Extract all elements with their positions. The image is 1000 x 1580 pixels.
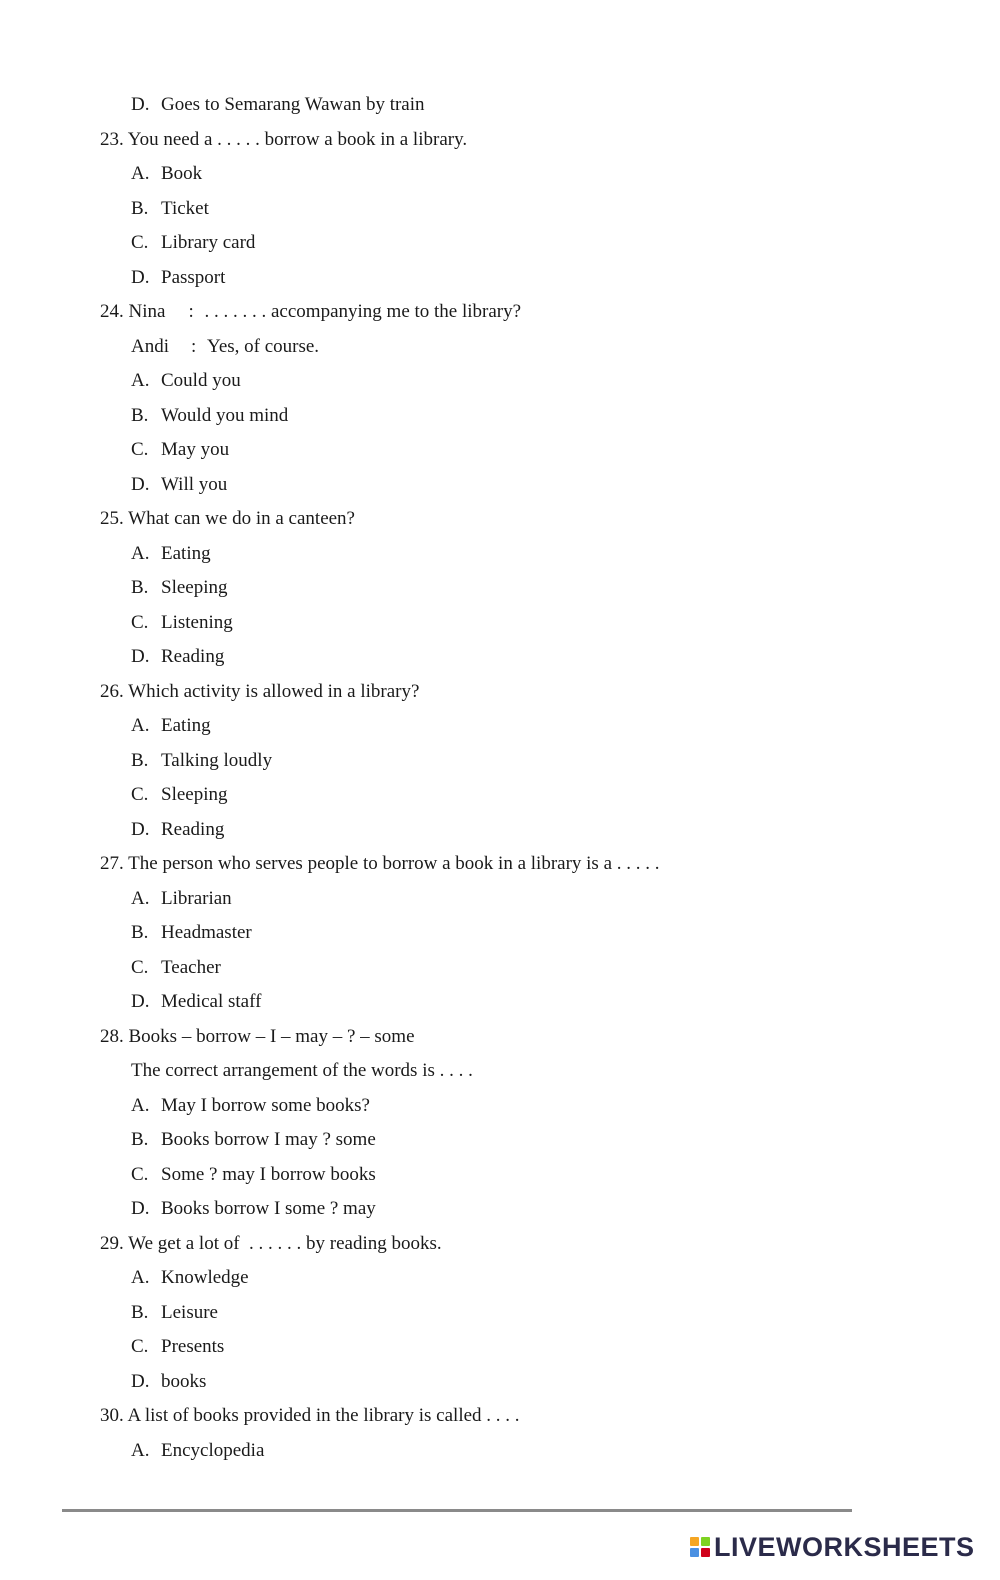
option-letter: D.: [131, 818, 150, 840]
answer-option: [131, 1164, 376, 1186]
answer-option: [131, 1302, 218, 1324]
question-line: [100, 853, 660, 875]
answer-option: [131, 612, 233, 634]
option-text: Would you mind: [161, 404, 289, 426]
option-letter: B.: [131, 197, 149, 219]
answer-option: [131, 715, 211, 737]
option-text: Eating: [161, 715, 211, 736]
option-letter: C.: [131, 956, 149, 978]
question-number: 29.: [100, 1232, 124, 1254]
answer-option: [131, 1129, 376, 1151]
answer-option: [131, 1095, 370, 1117]
logo-square: [701, 1548, 710, 1557]
option-letter: D.: [131, 1198, 150, 1219]
answer-option: [131, 1267, 249, 1289]
option-letter: C.: [131, 1336, 149, 1357]
question-line: [100, 508, 355, 530]
answer-option: [131, 405, 288, 427]
question-text: A list of books provided in the library is called . . . .: [127, 1405, 520, 1426]
dialog-colon: :: [188, 301, 194, 322]
option-text: Book: [161, 163, 203, 184]
liveworksheets-logo: [690, 1531, 975, 1563]
option-text: Books borrow I some ? may: [161, 1198, 376, 1219]
dialog-speaker: Andi: [131, 335, 169, 357]
answer-option: [131, 991, 261, 1013]
option-text: Medical staff: [161, 991, 262, 1012]
option-letter: A.: [131, 715, 150, 736]
option-letter: B.: [131, 749, 149, 771]
answer-option: [131, 1440, 264, 1462]
option-letter: B.: [131, 404, 149, 426]
dialog-text: Yes, of course.: [207, 335, 320, 357]
option-letter: C.: [131, 784, 149, 805]
option-text: Presents: [161, 1336, 225, 1357]
answer-option: [131, 439, 229, 461]
option-text: Reading: [161, 646, 225, 667]
answer-option: [131, 750, 272, 772]
option-letter: A.: [131, 887, 150, 909]
option-text: Sleeping: [161, 784, 228, 805]
answer-option: [131, 784, 228, 806]
answer-option: [131, 1336, 224, 1358]
option-letter: A.: [131, 370, 150, 391]
option-text: Talking loudly: [161, 749, 273, 771]
option-text: Reading: [161, 818, 225, 840]
option-text: Library card: [161, 232, 256, 253]
question-text: What can we do in a canteen?: [128, 508, 355, 529]
dialog-colon: :: [191, 335, 197, 357]
answer-option: [131, 957, 221, 979]
answer-option: [131, 94, 425, 116]
logo-square: [690, 1548, 699, 1557]
option-letter: A.: [131, 1267, 150, 1288]
answer-option: [131, 646, 224, 668]
question-text: The correct arrangement of the words is . . . .: [131, 1060, 473, 1081]
option-text: Could you: [161, 370, 241, 391]
answer-option: [131, 474, 227, 496]
option-letter: B.: [131, 1301, 149, 1323]
question-continuation: [131, 1060, 473, 1082]
option-letter: D.: [131, 94, 150, 115]
answer-option: [131, 163, 202, 185]
option-letter: D.: [131, 473, 150, 495]
question-line: [100, 1026, 415, 1048]
option-text: Headmaster: [161, 922, 252, 943]
answer-option: [131, 888, 232, 910]
logo-text: LIVEWORKSHEETS: [714, 1531, 975, 1562]
option-text: Will you: [161, 473, 228, 495]
option-letter: A.: [131, 163, 150, 184]
option-letter: A.: [131, 542, 150, 564]
answer-option: [131, 232, 255, 254]
option-letter: C.: [131, 232, 149, 253]
option-letter: D.: [131, 266, 150, 288]
question-number: 28.: [100, 1025, 124, 1047]
option-text: Ticket: [161, 197, 209, 219]
answer-option: [131, 267, 225, 289]
question-text: We get a lot of . . . . . . by reading books.: [128, 1232, 442, 1254]
option-letter: C.: [131, 439, 149, 460]
question-text: You need a . . . . . borrow a book in a library.: [127, 128, 468, 150]
option-letter: D.: [131, 1370, 150, 1392]
option-letter: D.: [131, 646, 150, 667]
question-number: 27.: [100, 853, 124, 874]
question-number: 25.: [100, 508, 124, 529]
option-letter: B.: [131, 922, 149, 943]
option-text: Goes to Semarang Wawan by train: [161, 94, 425, 115]
option-text: books: [161, 1370, 207, 1392]
option-text: Sleeping: [161, 577, 228, 598]
question-number: 23.: [100, 128, 124, 150]
question-text: Which activity is allowed in a library?: [128, 680, 420, 702]
option-text: Eating: [161, 542, 211, 564]
logo-square: [690, 1537, 699, 1546]
question-number: 30.: [100, 1405, 124, 1426]
question-line: [100, 681, 419, 703]
answer-option: [131, 577, 228, 599]
option-letter: B.: [131, 577, 149, 598]
answer-option: [131, 1198, 376, 1220]
answer-option: [131, 922, 252, 944]
option-letter: C.: [131, 611, 149, 633]
option-letter: B.: [131, 1129, 149, 1150]
footer-divider: [62, 1509, 852, 1512]
answer-option: [131, 1371, 206, 1393]
option-text: Librarian: [161, 887, 232, 909]
option-text: Knowledge: [161, 1267, 249, 1288]
option-text: Passport: [161, 266, 226, 288]
question-line: [100, 1233, 442, 1255]
option-letter: C.: [131, 1163, 149, 1185]
option-text: Listening: [161, 611, 233, 633]
option-letter: D.: [131, 991, 150, 1012]
option-text: May you: [161, 439, 230, 460]
dialog-line: [131, 336, 319, 358]
option-text: Some ? may I borrow books: [161, 1163, 376, 1185]
answer-option: [131, 819, 224, 841]
question-line: [100, 301, 521, 323]
answer-option: [131, 198, 209, 220]
option-text: Books borrow I may ? some: [161, 1129, 376, 1150]
option-text: Leisure: [161, 1301, 218, 1323]
question-text: The person who serves people to borrow a book in a library is a . . . . .: [128, 853, 660, 874]
option-text: May I borrow some books?: [161, 1094, 370, 1116]
dialog-text: . . . . . . . accompanying me to the library?: [204, 301, 522, 322]
option-letter: A.: [131, 1439, 150, 1461]
question-text: Books – borrow – I – may – ? – some: [128, 1025, 415, 1047]
dialog-speaker: Nina: [128, 301, 166, 322]
question-line: [100, 129, 467, 151]
question-line: [100, 1405, 520, 1427]
option-text: Teacher: [161, 956, 221, 978]
answer-option: [131, 370, 241, 392]
logo-mark-icon: [690, 1537, 710, 1557]
answer-option: [131, 543, 211, 565]
question-number: 24.: [100, 301, 124, 322]
question-number: 26.: [100, 680, 124, 702]
option-letter: A.: [131, 1094, 150, 1116]
option-text: Encyclopedia: [161, 1439, 265, 1461]
logo-square: [701, 1537, 710, 1546]
